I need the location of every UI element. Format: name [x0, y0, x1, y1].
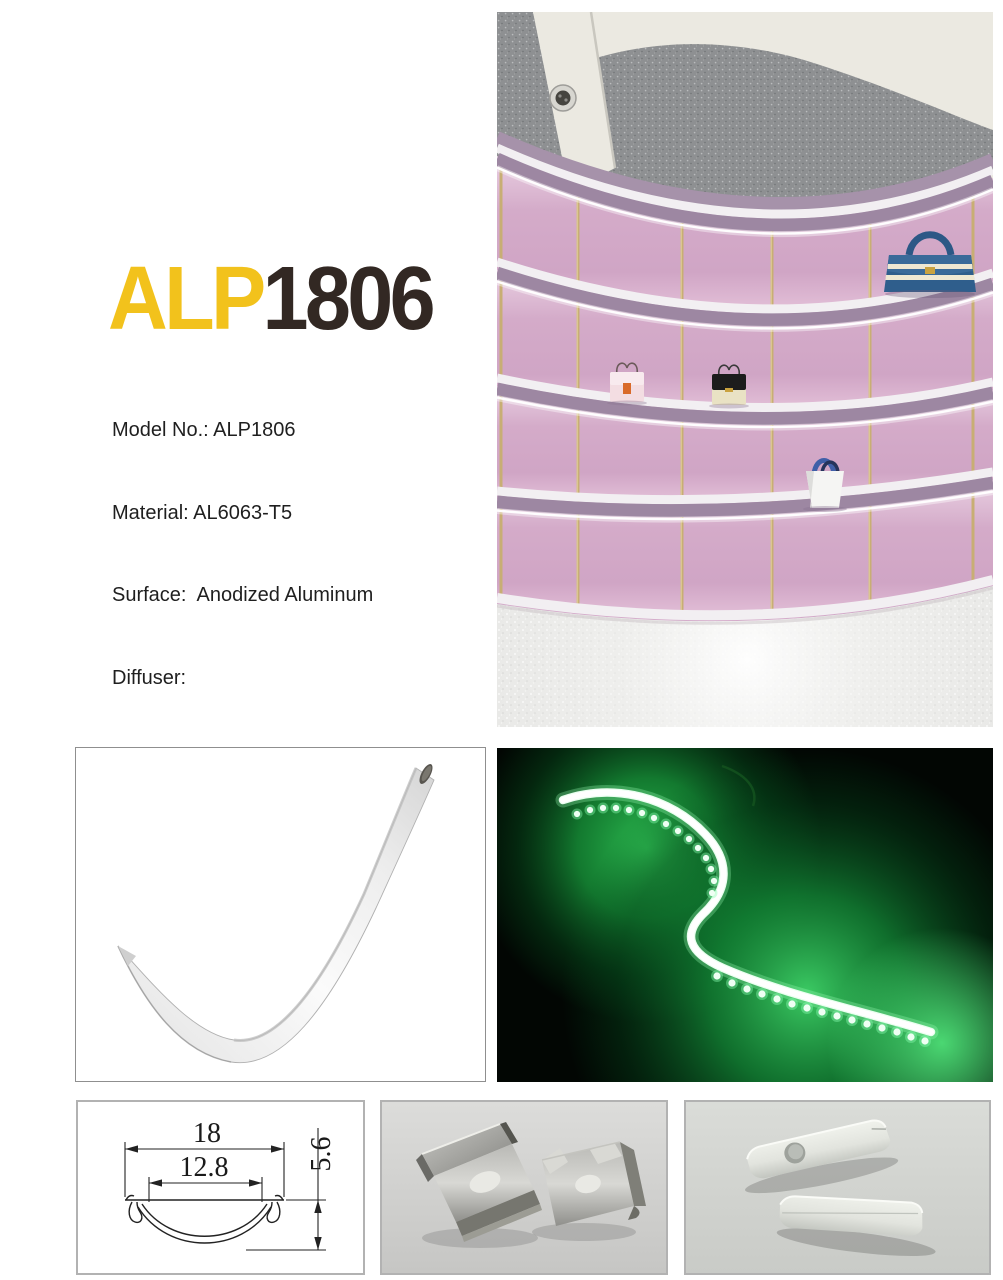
dim-width-label: 18 — [193, 1118, 221, 1149]
led-strip-photo — [497, 748, 993, 1082]
dim-inner-width-label: 12.8 — [179, 1152, 229, 1183]
store-display-photo — [497, 12, 993, 727]
spec-model-no: Model No.: ALP1806 — [112, 419, 296, 441]
end-caps-photo — [684, 1100, 991, 1275]
spec-diffuser-label: Diffuser: — [112, 666, 187, 689]
spec-surface: Surface: Anodized Aluminum — [112, 584, 374, 606]
title-brand: ALP — [108, 249, 263, 349]
title-model: 1806 — [262, 249, 433, 349]
mounting-clips-photo — [380, 1100, 668, 1275]
dim-height-label: 5.6 — [306, 1136, 337, 1172]
bendable-profile-render — [75, 747, 486, 1082]
spec-material: Material: AL6063-T5 — [112, 501, 293, 524]
spotlight-fixture — [550, 85, 576, 111]
cross-section-drawing — [76, 1100, 365, 1275]
page-title — [108, 249, 433, 349]
